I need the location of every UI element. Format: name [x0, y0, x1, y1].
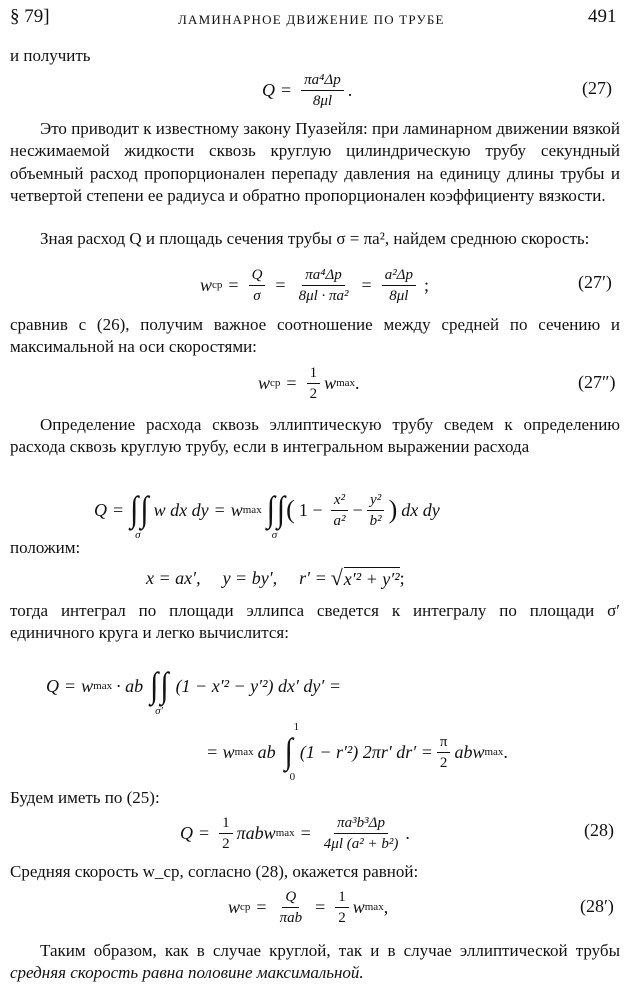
eq28p-frac1: [277, 888, 306, 927]
eqlong1-region: σ′: [155, 705, 163, 717]
eq27-label: (27): [582, 78, 612, 98]
paragraph-unit-circle: тогда интеграл по площади эллипса сведется к интегралу по площади σ′ единичного круга и легко вычислится:: [10, 601, 620, 643]
eqint-b2: b²: [369, 512, 382, 529]
eqint-body1: w dx dy: [153, 499, 209, 520]
eq28-den2: 4μl (a² + b²): [323, 835, 399, 852]
eq28p-num2: 1: [335, 888, 349, 908]
eqlong1-body: (1 − x′² − y′²) dx′ dy′ =: [175, 675, 341, 696]
eqint-double-integral-1: ∫∫ σ: [130, 489, 149, 541]
eq28p-den2: 2: [338, 909, 346, 926]
eqlong2-end: .: [503, 741, 508, 762]
eq28-num1: 1: [219, 814, 233, 834]
eq27pp-den: 2: [309, 385, 318, 402]
eq27p-f2-den: 8μl · πa²: [298, 287, 349, 304]
eq28p-tail: ,: [383, 896, 389, 917]
eqint-frac-y: [367, 491, 385, 530]
equation-27-prime: w ср = $\frac{Q}{\sigma}$ = $\frac{\text{πa⁴Δp}}{\text{8μl · πa²}}$ = $\frac{\text{a²Δp}}{8\mu l}$ ;: [200, 266, 430, 304]
eqlong2-integral: ∫ 1 0: [284, 721, 300, 783]
paragraph-elliptic-pipe: Определение расхода сквозь эллиптическую трубу сведем к определению расхода сквозь круглую трубу, если в интегральном выражении расхода: [10, 415, 620, 457]
equation-long-line1: Q = w max · ab ∫∫ σ′ (1 − x′² − y′²) dx′ dy′ =: [46, 665, 341, 717]
eqlong2-num: π: [437, 733, 451, 753]
eq27pp-lhs: w: [258, 372, 271, 393]
eq27p-f1-num: Q: [249, 266, 266, 286]
eq28-den1: 2: [222, 835, 230, 852]
paragraph-mean-velocity-intro: Зная расход Q и площадь сечения трубы σ = πa², найдем среднюю скорость:: [40, 229, 590, 248]
eq27p-frac1: [249, 266, 266, 305]
eq28p-den1: πab: [279, 909, 303, 926]
equation-flow-integral: Q = ∫∫ σ w dx dy = w max ∫∫ σ ( 1 − $\frac{\text{x²}}{\text{a²}}$ − $\frac{\text{y²}}{\text{b²}}$ ) dx dy: [94, 489, 440, 541]
running-title: ЛАМИНАРНОЕ ДВИЖЕНИЕ ПО ТРУБЕ: [178, 12, 445, 27]
eq28p-num1: Q: [282, 888, 299, 908]
eqint-coef-sub: max: [242, 504, 262, 516]
eq28-mid-sub: max: [275, 827, 295, 839]
conclusion-text: Таким образом, как в случае круглой, так и в случае эллиптической трубы: [40, 941, 620, 960]
eq28-frac2: [321, 814, 402, 853]
paragraph-poiseuille-law: Это приводит к известному закону Пуазейля: при ламинарном движении вязкой несжимаемой жидкости сквозь круглую цилиндрическую трубу секундный объемный расход пропорционален перепаду давления на единицу длины трубы и четвертой степени ее радиуса и обратно пропорционален коэффициенту вязкости.: [10, 119, 620, 206]
eqsub-r: r′ =: [299, 567, 327, 588]
eq27p-tail: ;: [424, 274, 430, 295]
eqint-region-1: σ: [135, 529, 141, 541]
eq28p-rhs: w: [352, 896, 365, 917]
eq27pp-label: (27″): [578, 372, 616, 392]
eqlong2-ab: ab: [257, 741, 276, 762]
eq27pp-num: 1: [307, 364, 321, 384]
eqlong2-den: 2: [439, 754, 448, 771]
eq28p-rhs-sub: max: [364, 901, 384, 913]
eq28-lhs: Q: [180, 822, 193, 843]
equation-27: Q = $\frac{\text{πa⁴Δp}}{8\mu l}$ .: [262, 71, 353, 109]
eq28-tail: .: [405, 822, 410, 843]
paragraph-comparison: сравнив с (26), получим важное соотношение между средней по сечению и максимальной на оси скоростями:: [10, 315, 620, 357]
eq27pp-rhs-sub: max: [336, 377, 356, 389]
eq27-tail: .: [347, 79, 353, 100]
eq28-frac1: [219, 814, 233, 853]
conclusion-italic: средняя скорость равна половине максимальной.: [10, 963, 364, 983]
eqlong2-fraction: [437, 733, 451, 772]
paragraph-conclusion: [10, 940, 620, 985]
eq27-numerator: πa⁴Δp: [301, 71, 344, 91]
eq28p-label: (28′): [580, 896, 614, 916]
eq28p-lhs-sub: ср: [240, 901, 251, 913]
eq27-lhs: Q: [262, 79, 275, 100]
eqlong2-coef: = w: [206, 741, 235, 762]
eqint-frac-x: [330, 491, 348, 530]
eqint-x2: x²: [331, 491, 348, 511]
paragraph-by-25: Будем иметь по (25):: [10, 788, 160, 807]
label-polozhim: положим:: [10, 538, 81, 557]
eqint-region-2: σ: [271, 529, 278, 541]
eq27p-label: (27′): [578, 272, 612, 292]
page-number: 491: [588, 6, 617, 27]
eqlong2-coef-sub: max: [234, 746, 254, 758]
equation-27-double-prime: w ср = $\frac{1}{2}$ w max .: [258, 364, 360, 402]
eqint-double-integral-2: ∫∫ σ: [266, 489, 286, 541]
equation-substitution: x = ax′, y = by′, r′ = √ x′² + y′² ;: [146, 565, 405, 590]
eqint-y2: y²: [367, 491, 384, 511]
eq27p-f2-num: πa⁴Δp: [302, 266, 345, 286]
equation-long-line2: [206, 721, 508, 783]
eqlong2-body: (1 − r′²) 2πr′ dr′ =: [299, 741, 433, 762]
intro-text: и получить: [10, 46, 91, 65]
eq27p-f3-num: a²Δp: [382, 266, 416, 286]
eqlong1-double-integral: ∫∫ σ′: [150, 665, 169, 717]
eqlong1-coef: w: [81, 675, 94, 696]
eqlong2-tail-sub: max: [484, 746, 504, 758]
eq27pp-lhs-sub: ср: [270, 377, 281, 389]
eq27pp-tail: .: [355, 372, 360, 393]
eq27-fraction: [301, 71, 344, 110]
eqsub-y: y = by′,: [222, 567, 278, 588]
eqint-coef: w: [230, 499, 243, 520]
eq27pp-rhs: w: [324, 372, 337, 393]
eqlong1-lhs: Q: [46, 675, 59, 696]
section-number: § 79]: [10, 6, 50, 27]
eq27pp-fraction: [307, 364, 321, 403]
paragraph-mean-velocity-28: Средняя скорость w_ср, согласно (28), окажется равной:: [10, 862, 419, 881]
eq27p-lhs-sub: ср: [212, 279, 223, 291]
eq27p-f1-den: σ: [253, 287, 261, 304]
eq27p-frac3: [382, 266, 416, 305]
eq28-label: (28): [584, 820, 614, 840]
eq27p-lhs: w: [200, 274, 213, 295]
eqsub-radicand: x′² + y′²: [343, 568, 400, 589]
eqlong1-ab: · ab: [116, 675, 144, 696]
equation-28: Q = $\frac{1}{2}$ πabw max = $\frac{\text{πa³b³Δp}}{\text{4μl (a² + b²)}}$ .: [180, 814, 410, 852]
eqlong2-lower-limit: 0: [289, 771, 296, 783]
eqsub-x: x = ax′,: [146, 567, 201, 588]
equation-28-prime: w ср = $\frac{Q}{\text{πab}}$ = $\frac{1}{2}$ w max ,: [228, 888, 389, 926]
eq27p-frac2: [296, 266, 352, 305]
eq27-denominator: 8μl: [312, 92, 333, 109]
eq28-mid: πabw: [236, 822, 276, 843]
eqlong2-upper-limit: 1: [293, 721, 300, 733]
eqint-tail: dx dy: [401, 499, 440, 520]
eq27p-f3-den: 8μl: [389, 287, 409, 304]
eq28p-lhs: w: [228, 896, 241, 917]
eq28p-frac2: [335, 888, 349, 927]
eqlong2-tail: abw: [454, 741, 485, 762]
eqint-lhs: Q: [94, 499, 107, 520]
eq28-num2: πa³b³Δp: [334, 814, 388, 834]
eqsub-tail: ;: [399, 567, 405, 588]
eqlong1-coef-sub: max: [93, 680, 113, 692]
eqint-a2: a²: [333, 512, 346, 529]
